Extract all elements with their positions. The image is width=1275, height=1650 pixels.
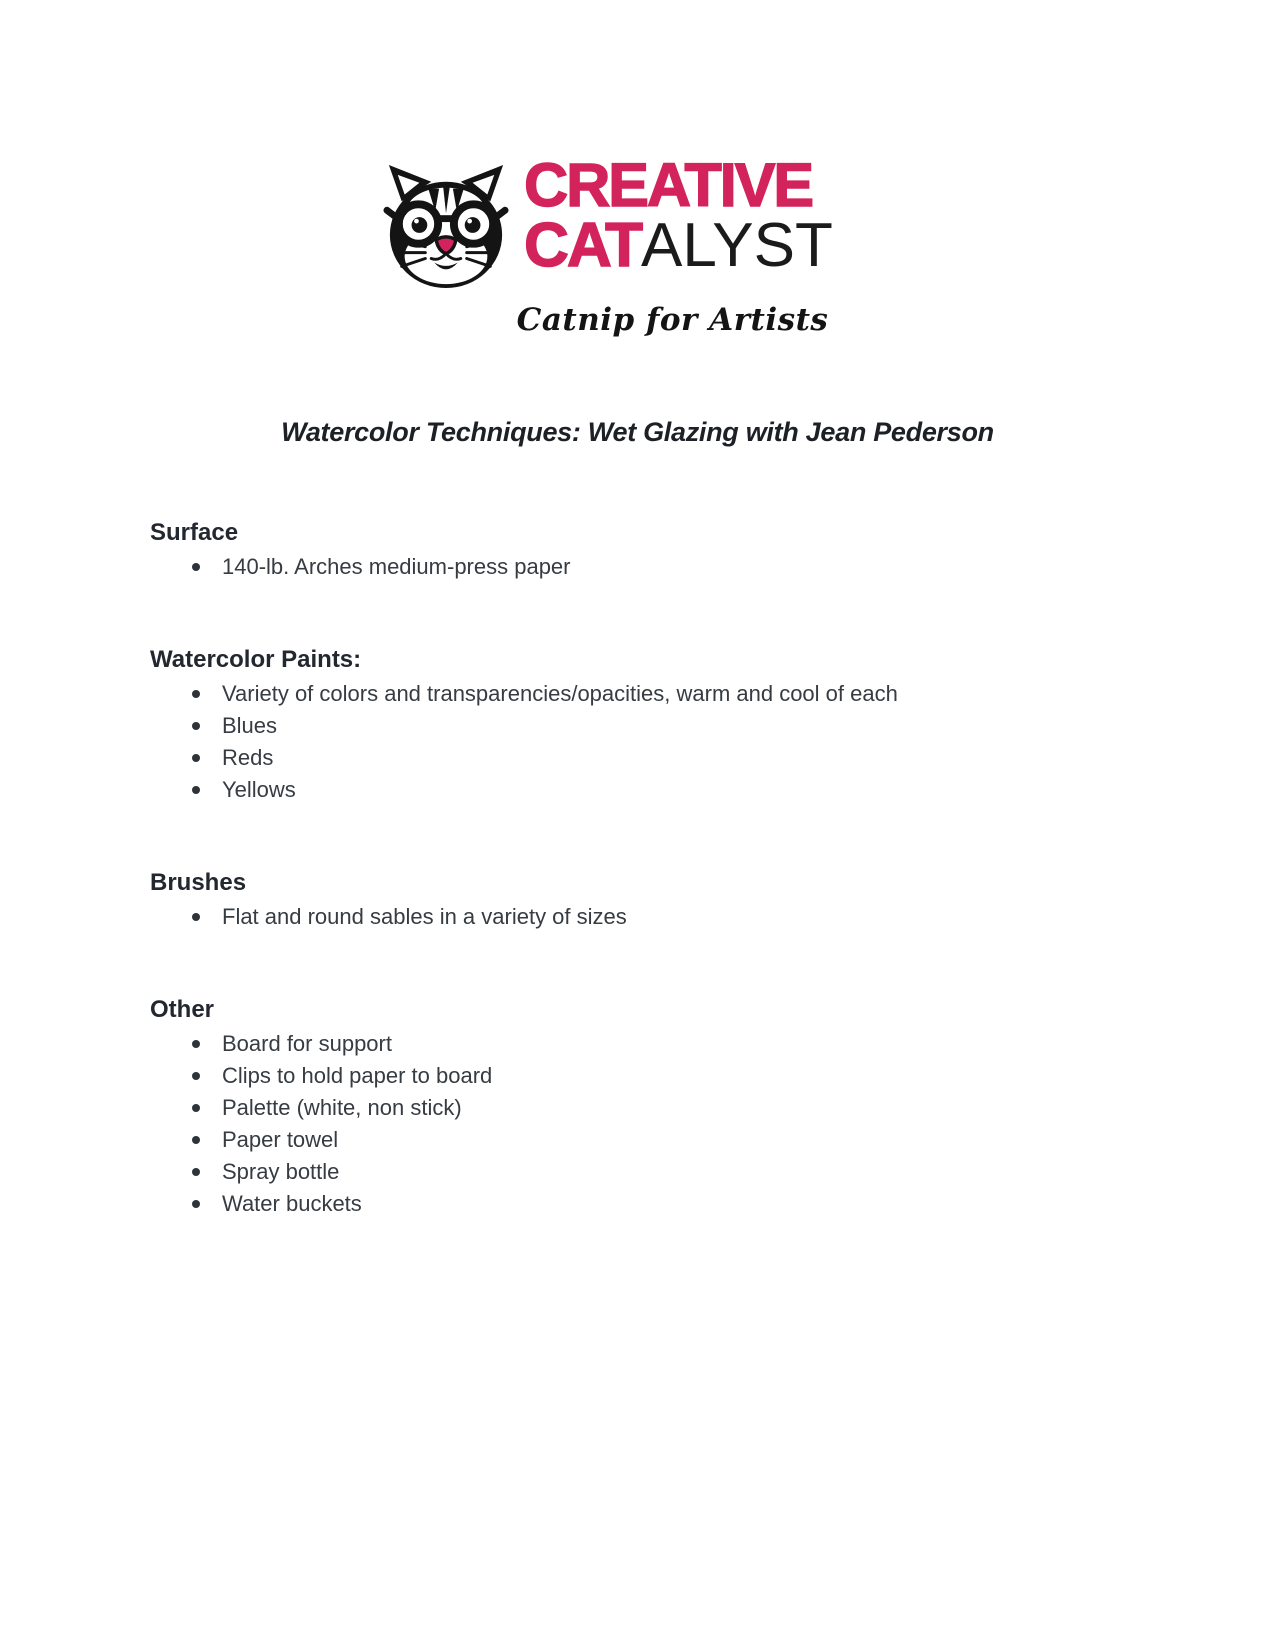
document-title: Watercolor Techniques: Wet Glazing with Jean Pederson <box>281 417 994 447</box>
cat-face-with-glasses-icon <box>382 160 510 294</box>
brand-name-line2 <box>524 210 833 280</box>
section-watercolor-paints <box>150 645 1125 806</box>
list-item: Reds <box>150 742 1125 774</box>
section-heading: Brushes <box>150 869 247 896</box>
list-item: Clips to hold paper to board <box>150 1060 1125 1092</box>
brand-name-cat: CAT <box>524 210 641 280</box>
list-item: Variety of colors and transparencies/opacities, warm and cool of each <box>150 678 1125 710</box>
bullet-list <box>150 1028 1125 1220</box>
list-item: Water buckets <box>150 1188 1125 1220</box>
section-brushes <box>150 868 1125 933</box>
brand-wordmark <box>524 151 833 280</box>
section-surface <box>150 518 1125 583</box>
brand-name-alyst: ALYST <box>641 210 833 280</box>
brand-tagline: Catnip for Artists <box>516 302 829 338</box>
section-heading: Other <box>150 996 215 1023</box>
list-item: Yellows <box>150 774 1125 806</box>
brand-logo <box>0 151 1275 338</box>
bullet-list <box>150 901 1125 933</box>
section-heading: Surface <box>150 519 239 546</box>
list-item: Board for support <box>150 1028 1125 1060</box>
section-heading: Watercolor Paints: <box>150 646 362 673</box>
logo-row <box>0 151 1215 294</box>
brand-name-line1: CREATIVE <box>524 151 813 219</box>
list-item: Paper towel <box>150 1124 1125 1156</box>
document-body <box>150 518 1125 1220</box>
bullet-list <box>150 678 1125 806</box>
list-item: 140-lb. Arches medium-press paper <box>150 551 1125 583</box>
list-item: Blues <box>150 710 1125 742</box>
section-other <box>150 995 1125 1220</box>
list-item: Spray bottle <box>150 1156 1125 1188</box>
list-item: Flat and round sables in a variety of sizes <box>150 901 1125 933</box>
list-item: Palette (white, non stick) <box>150 1092 1125 1124</box>
bullet-list <box>150 551 1125 583</box>
